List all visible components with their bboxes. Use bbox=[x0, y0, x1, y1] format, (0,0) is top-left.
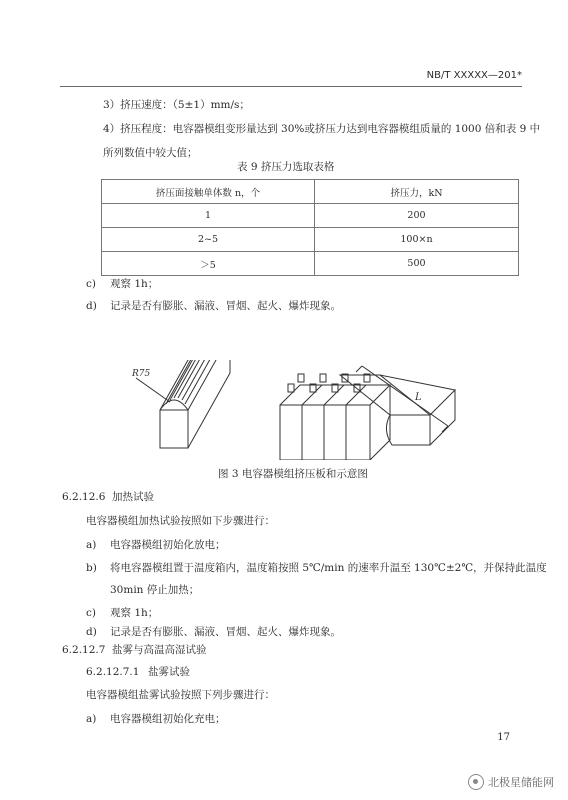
table-caption: 表 9 挤压力选取表格 bbox=[237, 161, 335, 173]
extrusion-degree-line: 4）挤压程度：电容器模组变形量达到 30%或挤压力达到电容器模组质量的 1000 倍和表 9 中 bbox=[103, 123, 541, 135]
table-row bbox=[102, 252, 519, 276]
list-marker: c) bbox=[86, 607, 96, 619]
radius-label: R75 bbox=[132, 369, 151, 379]
list-item-cont: 30min 停止加热； bbox=[110, 584, 200, 596]
list-item: 记录是否有膨胀、漏液、冒烟、起火、爆炸现象。 bbox=[110, 300, 341, 312]
section-intro: 电容器模组盐雾试验按照下列步骤进行： bbox=[86, 689, 275, 701]
table-cell: 100×n bbox=[315, 228, 519, 252]
extrusion-speed-line: 3）挤压速度：（5±1）mm/s； bbox=[103, 99, 250, 111]
figure-caption: 图 3 电容器模组挤压板和示意图 bbox=[218, 468, 368, 480]
subsection-number: 6.2.12.7.1 bbox=[86, 666, 140, 678]
extrusion-plate-figure bbox=[130, 360, 470, 460]
length-label: L bbox=[415, 392, 422, 403]
document-code: NB/T XXXXX—201* bbox=[426, 70, 522, 81]
list-marker: b) bbox=[86, 562, 97, 574]
table-header-cell: 挤压力，kN bbox=[315, 180, 519, 204]
extrusion-degree-line-cont: 所列数值中较大值； bbox=[103, 147, 198, 159]
extrusion-force-table bbox=[101, 179, 519, 276]
right-plate bbox=[386, 415, 430, 445]
list-marker: d) bbox=[86, 626, 97, 638]
wechat-logo-icon bbox=[468, 774, 484, 790]
section-intro: 电容器模组加热试验按照如下步骤进行： bbox=[86, 515, 275, 527]
watermark bbox=[468, 774, 554, 790]
list-item: 电容器模组初始化放电； bbox=[110, 539, 226, 551]
list-item: 观察 1h； bbox=[110, 278, 159, 290]
list-marker: a) bbox=[86, 713, 97, 725]
table-row bbox=[102, 228, 519, 252]
table-header-row bbox=[102, 180, 519, 204]
page-number: 17 bbox=[497, 732, 510, 743]
header-rule bbox=[60, 86, 522, 87]
table-cell: 200 bbox=[315, 204, 519, 228]
section-number: 6.2.12.6 bbox=[62, 491, 106, 503]
module-front bbox=[280, 405, 370, 460]
table-cell: 500 bbox=[315, 252, 519, 276]
list-item: 记录是否有膨胀、漏液、冒烟、起火、爆炸现象。 bbox=[110, 626, 341, 638]
list-marker: a) bbox=[86, 539, 97, 551]
section-title: 加热试验 bbox=[112, 491, 154, 503]
list-marker: d) bbox=[86, 300, 97, 312]
list-item: 电容器模组初始化充电； bbox=[110, 713, 226, 725]
table-cell: ＞5 bbox=[102, 252, 315, 276]
list-marker: c) bbox=[86, 278, 96, 290]
watermark-text: 北极星储能网 bbox=[488, 776, 554, 789]
subsection-title: 盐雾试验 bbox=[148, 666, 190, 678]
section-title: 盐雾与高温高湿试验 bbox=[112, 644, 207, 656]
list-item: 将电容器模组置于温度箱内，温度箱按照 5℃/min 的速率升温至 130℃±2℃，并保持此温度 bbox=[110, 562, 547, 574]
list-item: 观察 1h； bbox=[110, 607, 159, 619]
table-cell: 1 bbox=[102, 204, 315, 228]
section-number: 6.2.12.7 bbox=[62, 644, 106, 656]
table-cell: 2~5 bbox=[102, 228, 315, 252]
plate-front-face bbox=[160, 410, 188, 448]
table-row bbox=[102, 204, 519, 228]
table-header-cell: 挤压面接触单体数 n，个 bbox=[102, 180, 315, 204]
